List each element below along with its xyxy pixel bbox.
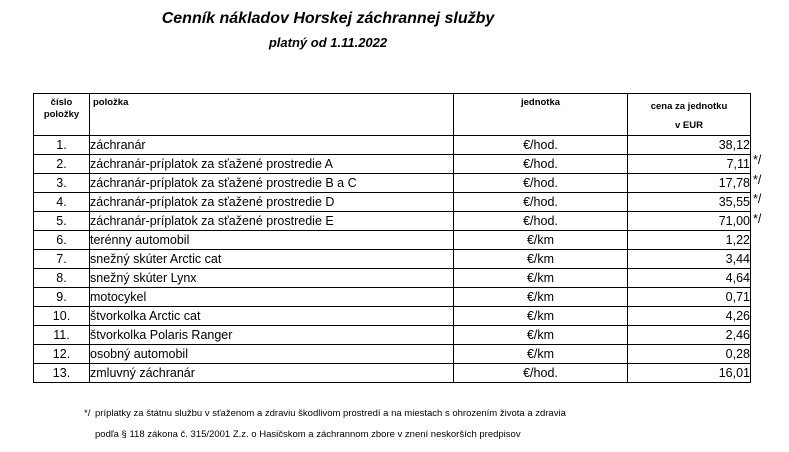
item-name-cell: záchranár-príplatok za sťažené prostredie D (90, 193, 454, 212)
unit-price-cell: 71,00 (628, 212, 751, 231)
unit-cell: €/km (454, 250, 628, 269)
unit-price-cell: 2,46 (628, 326, 751, 345)
unit-price-cell: 0,28 (628, 345, 751, 364)
table-row (34, 326, 751, 345)
item-name-cell: záchranár (90, 136, 454, 155)
header-unit-price-line1: cena za jednotku (650, 101, 728, 112)
footnote-reference: */ (753, 192, 762, 207)
header-item-number-line2: položky (43, 109, 80, 120)
item-name-cell: terénny automobil (90, 231, 454, 250)
unit-cell: €/hod. (454, 212, 628, 231)
footnote-marker: */ (84, 408, 91, 419)
header-item-number (34, 94, 90, 136)
item-number-cell: 10. (34, 307, 90, 326)
price-table (33, 93, 751, 383)
footnote-reference: */ (753, 153, 762, 168)
unit-cell: €/km (454, 307, 628, 326)
header-item-number-line1: číslo (50, 97, 73, 108)
table-header-row (34, 94, 751, 136)
unit-price-cell: 1,22 (628, 231, 751, 250)
header-item: položka (90, 94, 454, 136)
unit-cell: €/km (454, 288, 628, 307)
item-number-cell: 8. (34, 269, 90, 288)
unit-cell: €/km (454, 231, 628, 250)
item-number-cell: 13. (34, 364, 90, 383)
unit-price-cell: 0,71 (628, 288, 751, 307)
table-row (34, 193, 751, 212)
item-number-cell: 1. (34, 136, 90, 155)
table-row (34, 250, 751, 269)
item-number-cell: 12. (34, 345, 90, 364)
table-row (34, 231, 751, 250)
item-number-cell: 2. (34, 155, 90, 174)
item-name-cell: záchranár-príplatok za sťažené prostredie E (90, 212, 454, 231)
table-row (34, 364, 751, 383)
item-name-cell: štvorkolka Arctic cat (90, 307, 454, 326)
table-row (34, 212, 751, 231)
document-subtitle: platný od 1.11.2022 (268, 35, 388, 50)
unit-price-cell: 38,12 (628, 136, 751, 155)
item-number-cell: 11. (34, 326, 90, 345)
footnote-reference: */ (753, 172, 762, 187)
unit-price-cell: 3,44 (628, 250, 751, 269)
header-unit-price-line2: v EUR (675, 120, 703, 131)
unit-price-cell: 17,78 (628, 174, 751, 193)
table-row (34, 269, 751, 288)
item-name-cell: snežný skúter Lynx (90, 269, 454, 288)
item-name-cell: štvorkolka Polaris Ranger (90, 326, 454, 345)
item-name-cell: motocykel (90, 288, 454, 307)
item-name-cell: zmluvný záchranár (90, 364, 454, 383)
item-number-cell: 9. (34, 288, 90, 307)
item-number-cell: 6. (34, 231, 90, 250)
item-number-cell: 7. (34, 250, 90, 269)
unit-cell: €/hod. (454, 136, 628, 155)
unit-price-cell: 4,64 (628, 269, 751, 288)
table-body (34, 136, 751, 383)
unit-price-cell: 7,11 (628, 155, 751, 174)
item-number-cell: 4. (34, 193, 90, 212)
table-row (34, 307, 751, 326)
table-row (34, 136, 751, 155)
unit-price-cell: 16,01 (628, 364, 751, 383)
table-row (34, 288, 751, 307)
footnote-reference: */ (753, 211, 762, 226)
table-row (34, 345, 751, 364)
item-name-cell: záchranár-príplatok za sťažené prostredie A (90, 155, 454, 174)
footnote-line-2: podľa § 118 zákona č. 315/2001 Z.z. o Hasičskom a záchrannom zbore v znení neskorších predpisov (95, 429, 521, 440)
item-name-cell: osobný automobil (90, 345, 454, 364)
unit-cell: €/hod. (454, 193, 628, 212)
item-name-cell: záchranár-príplatok za sťažené prostredie B a C (90, 174, 454, 193)
unit-cell: €/hod. (454, 364, 628, 383)
item-name-cell: snežný skúter Arctic cat (90, 250, 454, 269)
header-unit: jednotka (454, 94, 628, 136)
unit-cell: €/hod. (454, 174, 628, 193)
table-row (34, 174, 751, 193)
unit-cell: €/hod. (454, 155, 628, 174)
document-title: Cenník nákladov Horskej záchrannej služby (161, 10, 495, 27)
unit-price-cell: 35,55 (628, 193, 751, 212)
item-number-cell: 3. (34, 174, 90, 193)
table-row (34, 155, 751, 174)
header-unit-price (628, 94, 751, 136)
unit-cell: €/km (454, 345, 628, 364)
item-number-cell: 5. (34, 212, 90, 231)
unit-price-cell: 4,26 (628, 307, 751, 326)
unit-cell: €/km (454, 326, 628, 345)
footnote-line-1: príplatky za štátnu službu v sťaženom a zdraviu škodlivom prostredí a na miestach s ohrozením života a zdravia (95, 408, 566, 419)
unit-cell: €/km (454, 269, 628, 288)
